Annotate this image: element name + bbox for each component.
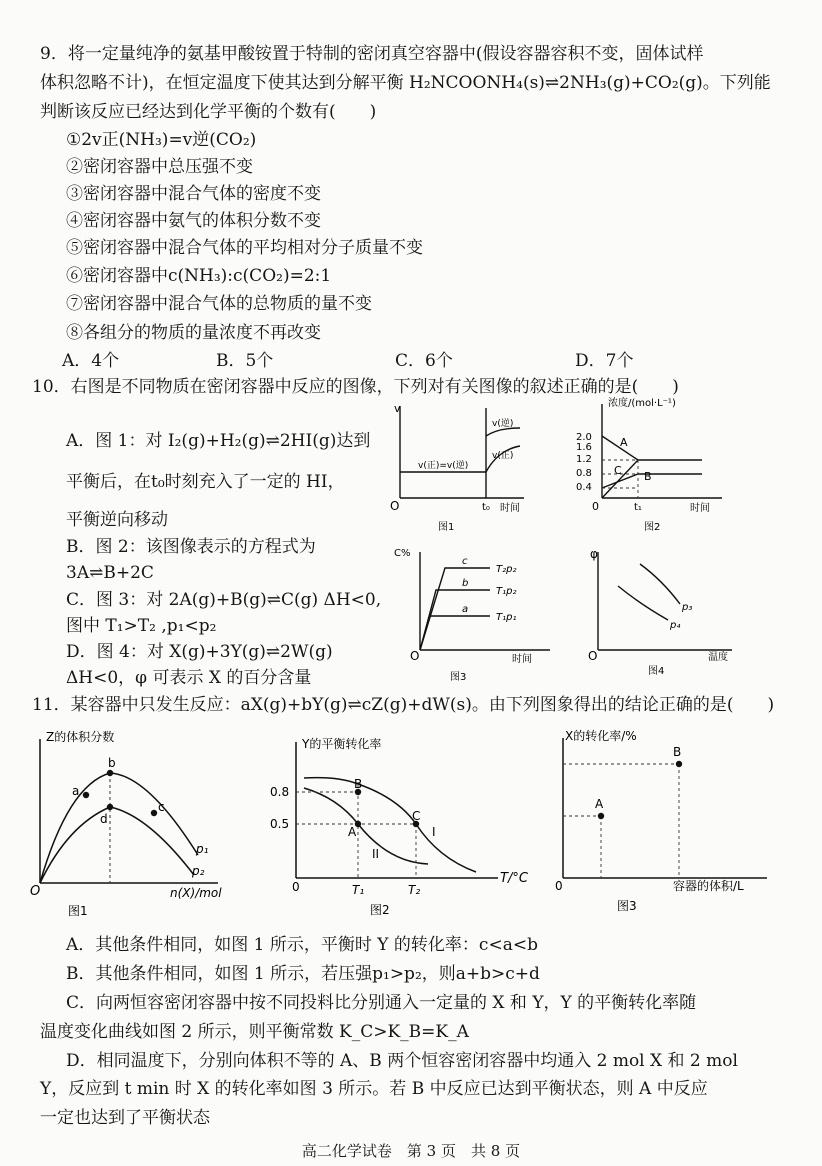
q11-fig2-origin: 0 (292, 880, 300, 894)
fig1-up-label: v(逆) (492, 419, 514, 429)
q10-option-d-line-2: ΔH<0，φ 可表示 X 的百分含量 (66, 668, 312, 688)
q11-fig1-label-d: d (100, 812, 108, 826)
q9-item-8: ⑧各组分的物质的量浓度不再改变 (66, 323, 321, 343)
q11-fig1-curve-p1 (40, 773, 198, 883)
q9-stem-line-3: 判断该反应已经达到化学平衡的个数有( ) (40, 102, 377, 122)
q11-fig2-label-b: B (354, 777, 363, 791)
q11-fig2-x-label: T/°C (500, 871, 528, 886)
fig2-y-label: 浓度/(mol·L⁻¹) (608, 398, 676, 409)
q11-option-c-line-2: 温度变化曲线如图 2 所示，则平衡常数 K_C>K_B=K_A (40, 1022, 469, 1042)
q9-option-b: B．5个 (216, 351, 274, 371)
fig4-label-p3: p₃ (682, 602, 693, 613)
q11-option-b: B．其他条件相同，如图 1 所示，若压强p₁>p₂，则a+b>c+d (66, 964, 540, 984)
fig3-curve-a (420, 616, 490, 650)
q11-fig3-label-b: B (673, 745, 682, 759)
q9-item-5: ⑤密闭容器中混合气体的平均相对分子质量不变 (66, 238, 423, 258)
fig4-x-label: 温度 (708, 652, 728, 663)
q11-fig3-label-a: A (595, 797, 604, 811)
q11-fig1-label-c: c (158, 800, 165, 814)
q11-fig2-t2: T₂ (408, 883, 421, 897)
q9-item-1: ①2v正(NH₃)=v逆(CO₂) (66, 130, 257, 150)
fig3-x-label: 时间 (512, 654, 532, 665)
q10-option-a-line-2: 平衡后，在t₀时刻充入了一定的 HI， (66, 472, 345, 492)
q11-fig1-label-b: b (108, 756, 116, 770)
q9-item-7: ⑦密闭容器中混合气体的总物质的量不变 (66, 294, 372, 314)
q11-figure-2 (268, 728, 538, 928)
q10-option-b-line-2: 3A⇌B+2C (66, 563, 154, 583)
q11-figure-3 (545, 728, 785, 928)
fig4-caption: 图4 (648, 666, 665, 677)
fig3-caption: 图3 (450, 672, 467, 683)
fig1-v-reverse-curve (486, 428, 520, 436)
q11-fig2-tick-0.5: 0.5 (270, 817, 290, 831)
fig1-down-label: v(正) (492, 451, 514, 461)
q11-option-c-line-1: C．向两恒容密闭容器中按不同投料比分别通入一定量的 X 和 Y，Y 的平衡转化率随 (66, 993, 697, 1013)
q11-fig2-curve-2 (304, 788, 428, 864)
q9-item-6: ⑥密闭容器中c(NH₃):c(CO₂)=2:1 (66, 266, 332, 286)
q9-item-3: ③密闭容器中混合气体的密度不变 (66, 184, 321, 204)
q11-fig2-y-label: Y的平衡转化率 (302, 737, 382, 751)
q11-fig3-point-a (598, 813, 604, 819)
fig3-origin: O (410, 649, 420, 663)
q11-fig1-y-label: Z的体积分数 (46, 730, 115, 744)
q11-fig2-caption: 图2 (370, 903, 390, 917)
q11-fig2-t1: T₁ (352, 883, 365, 897)
fig1-caption: 图1 (438, 522, 455, 533)
q11-option-d-line-1: D．相同温度下，分别向体积不等的 A、B 两个恒容密闭容器中均通入 2 mol X 和 2 mol (66, 1051, 738, 1071)
q9-stem-line-1: 9．将一定量纯净的氨基甲酸铵置于特制的密闭真空容器中(假设容器容积不变，固体试样 (40, 44, 704, 64)
q11-fig2-curve-1 (304, 778, 476, 872)
fig2-label-b: B (644, 470, 652, 483)
q10-option-a-line-3: 平衡逆向移动 (66, 510, 168, 530)
q10-option-c-line-2: 图中 T₁>T₂ ,p₁<p₂ (66, 616, 217, 636)
fig1-eq-label: v(正)=v(逆) (418, 461, 469, 471)
fig1-t0-label: t₀ (482, 502, 490, 513)
fig4-curve-p4 (618, 586, 668, 620)
q10-figure-4 (582, 540, 752, 690)
fig4-curve-p3 (640, 564, 680, 604)
fig4-label-p4: p₄ (670, 620, 681, 631)
fig1-y-label: v (394, 402, 401, 415)
fig2-tick-1.6: 1.6 (576, 442, 592, 453)
q11-fig1-caption: 图1 (68, 904, 88, 918)
fig3-label-c: c (462, 556, 468, 567)
fig3-cond-c: T₂p₂ (496, 564, 517, 575)
q9-option-d: D．7个 (575, 351, 634, 371)
fig3-cond-b: T₁p₂ (496, 586, 517, 597)
fig3-curve-b (420, 590, 490, 650)
fig3-cond-a: T₁p₁ (496, 612, 517, 623)
q11-fig1-x-label: n(X)/mol (170, 886, 222, 900)
q10-option-d-line-1: D．图 4：对 X(g)+3Y(g)⇌2W(g) (66, 642, 333, 662)
fig2-curve-a (602, 436, 702, 460)
fig4-y-label: φ (590, 547, 598, 561)
q9-item-4: ④密闭容器中氨气的体积分数不变 (66, 211, 321, 231)
q10-figure-1 (388, 398, 538, 538)
q10-option-b-line-1: B．图 2：该图像表示的方程式为 (66, 537, 316, 557)
fig3-label-a: a (462, 604, 469, 615)
q11-fig2-label-a: A (348, 825, 357, 839)
q11-fig1-label-p2: p₂ (192, 864, 205, 878)
fig1-origin: O (390, 499, 400, 513)
q11-fig1-point-a (83, 792, 89, 798)
q11-fig1-curve-p2 (40, 807, 194, 883)
fig2-label-a: A (620, 436, 628, 449)
page-footer: 高二化学试卷 第 3 页 共 8 页 (301, 1142, 521, 1160)
q11-fig2-tick-0.8: 0.8 (270, 785, 290, 799)
q11-fig1-label-p1: p₁ (196, 842, 209, 856)
q11-figure-1 (28, 725, 248, 925)
q11-option-a: A．其他条件相同，如图 1 所示，平衡时 Y 的转化率：c<a<b (66, 935, 538, 955)
fig2-origin: 0 (592, 500, 599, 513)
fig3-label-b: b (462, 578, 469, 589)
fig1-x-label: 时间 (500, 503, 520, 514)
q11-option-d-line-2: Y，反应到 t min 时 X 的转化率如图 3 所示。若 B 中反应已达到平衡状态，则 A 中反应 (40, 1079, 708, 1099)
q11-fig1-point-c (151, 810, 157, 816)
q11-option-d-line-3: 一定也达到了平衡状态 (40, 1108, 210, 1128)
q10-option-a-line-1: A．图 1：对 I₂(g)+H₂(g)⇌2HI(g)达到 (66, 431, 371, 451)
q10-stem: 10．右图是不同物质在密闭容器中反应的图像，下列对有关图像的叙述正确的是( ) (32, 377, 679, 397)
q11-fig1-point-b (107, 770, 113, 776)
q10-figure-3 (390, 540, 570, 690)
q9-option-c: C．6个 (395, 351, 453, 371)
q11-fig2-label-i: I (432, 825, 436, 839)
q11-fig3-origin: 0 (555, 879, 563, 893)
fig2-tick-1.2: 1.2 (576, 454, 592, 465)
q9-option-a: A．4个 (62, 351, 120, 371)
q9-item-2: ②密闭容器中总压强不变 (66, 157, 253, 177)
fig2-caption: 图2 (644, 522, 661, 533)
q11-fig1-origin: O (30, 884, 41, 899)
fig3-y-label: C% (394, 548, 411, 559)
fig2-label-c: C (614, 464, 622, 477)
fig2-tick-0.4: 0.4 (576, 482, 592, 493)
fig2-tick-2.0: 2.0 (576, 432, 592, 443)
q11-fig2-label-c: C (412, 809, 421, 823)
q11-stem: 11．某容器中只发生反应：aX(g)+bY(g)⇌cZ(g)+dW(s)。由下列图象得出的结论正确的是( ) (32, 695, 775, 715)
q10-figure-2 (572, 398, 732, 538)
q11-fig3-caption: 图3 (617, 899, 637, 913)
q9-stem-line-2: 体积忽略不计)，在恒定温度下使其达到分解平衡 H₂NCOONH₄(s)⇌2NH₃(g)+CO₂(g)。下列能 (40, 73, 771, 93)
q11-fig3-x-label: 容器的体积/L (673, 879, 744, 893)
fig4-origin: O (588, 649, 598, 663)
q11-fig3-y-label: X的转化率/% (565, 729, 637, 743)
fig2-t1-label: t₁ (634, 502, 642, 513)
q11-fig1-point-d (107, 804, 113, 810)
fig2-tick-0.8: 0.8 (576, 468, 592, 479)
q11-fig3-point-b (676, 761, 682, 767)
q10-option-c-line-1: C．图 3：对 2A(g)+B(g)⇌C(g) ΔH<0, (66, 590, 382, 610)
q11-fig2-label-ii: II (372, 847, 380, 861)
fig2-x-label: 时间 (690, 503, 710, 514)
q11-fig1-label-a: a (72, 784, 80, 798)
